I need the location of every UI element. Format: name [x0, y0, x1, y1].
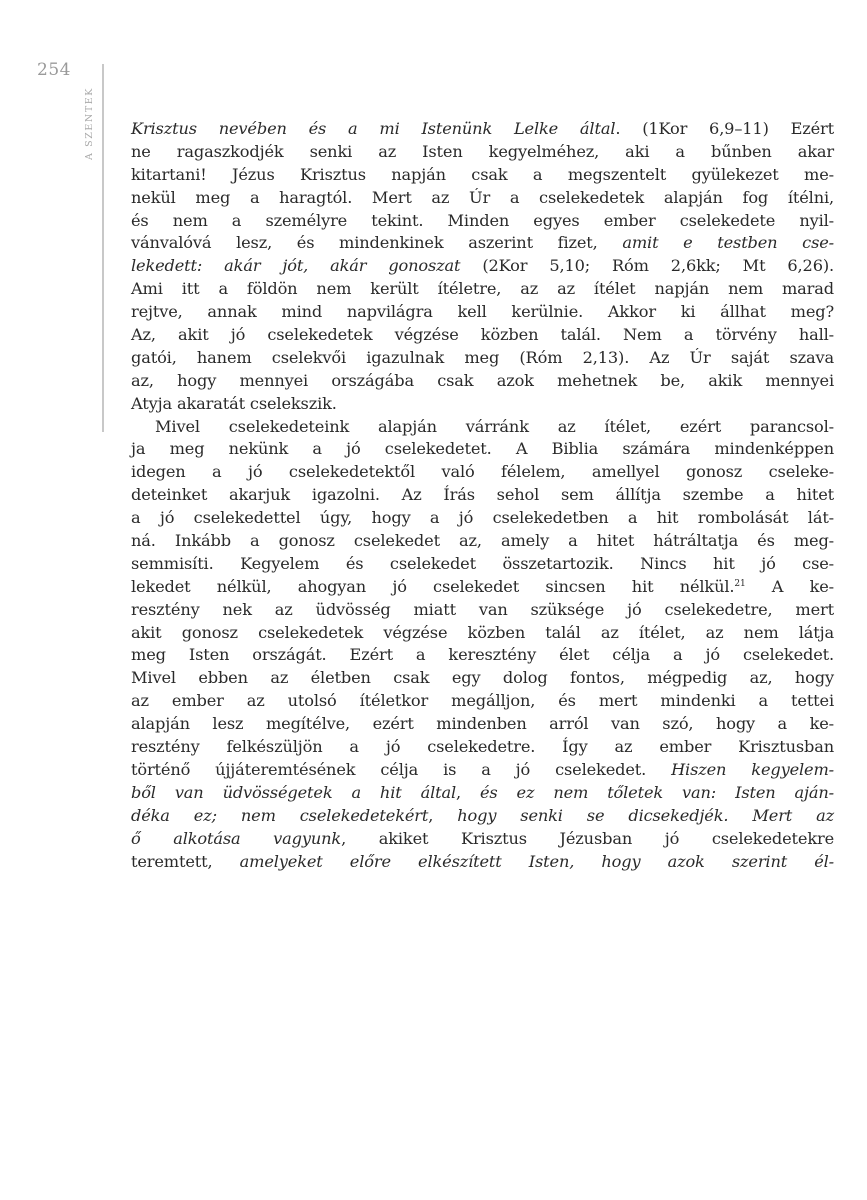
italic-quote: hogy senki se dicsekedjék. Mert az	[457, 805, 834, 825]
text-line	[131, 667, 834, 690]
text-run: semmisíti. Kegyelem és cselekedet összetartozik. Nincs hit jó cse-	[131, 553, 834, 573]
text-line	[131, 301, 834, 324]
text-run: az ember az utolsó ítéletkor megálljon, és mert mindenki a tettei	[131, 691, 834, 711]
italic-quote: déka ez; nem cselekedetekért	[131, 805, 429, 825]
text-run: meg Isten országát. Ezért a keresztény élet célja a jó cselekedet.	[131, 645, 834, 665]
text-line	[131, 576, 834, 599]
margin-rule	[102, 64, 104, 432]
text-line	[131, 713, 834, 736]
body-text	[131, 118, 834, 873]
text-line	[131, 622, 834, 645]
text-run: Ami itt a földön nem került ítéletre, az az ítélet napján nem marad	[131, 279, 834, 299]
text-run: ja meg nekünk a jó cselekedetet. A Biblia számára mindenképpen	[131, 439, 834, 459]
text-line	[131, 461, 834, 484]
text-run: kitartani! Jézus Krisztus napján csak a megszentelt gyülekezet me-	[131, 164, 834, 184]
italic-quote: Krisztus nevében és a mi Istenünk Lelke által	[131, 119, 616, 138]
text-line	[131, 690, 834, 713]
italic-quote: Hiszen kegyelem-	[671, 759, 834, 779]
text-line	[131, 805, 834, 828]
text-line	[131, 530, 834, 553]
text-run: akit gonosz cselekedetek végzése közben talál az ítélet, az nem látja	[131, 622, 834, 642]
text-run: resztény nek az üdvösség miatt van szüksége jó cselekedetre, mert	[131, 599, 834, 619]
italic-quote: amit e testben cse-	[622, 233, 834, 253]
text-run: A ke-	[745, 576, 834, 596]
text-run: Mivel cselekedeteink alapján várránk az ítélet, ezért parancsol-	[155, 416, 834, 436]
text-run: vánvalóvá lesz, és mindenkinek aszerint fizet,	[131, 233, 623, 253]
running-head: A SZENTEK	[84, 86, 95, 160]
text-line	[131, 828, 834, 851]
text-run: Mivel ebben az életben csak egy dolog fontos, mégpedig az, hogy	[131, 668, 834, 688]
text-run: ,	[428, 805, 458, 825]
text-run: resztény felkészüljön a jó cselekedetre. Így az ember Krisztusban	[131, 737, 834, 757]
text-run: ná. Inkább a gonosz cselekedet az, amely a hitet hátráltatja és meg-	[131, 531, 834, 551]
italic-quote: és ez nem tőletek van: Isten aján-	[479, 782, 834, 802]
text-line	[131, 416, 834, 439]
text-run: , akiket Krisztus Jézusban jó cselekedetekre	[341, 828, 835, 848]
text-run: (2Kor 5,10; Róm 2,6kk; Mt 6,26).	[460, 256, 835, 276]
italic-quote: ből van üdvösségetek a hit által	[131, 782, 456, 802]
text-line	[131, 324, 834, 347]
footnote-ref[interactable]: 21	[734, 578, 746, 589]
text-run: Atyja akaratát cselekszik.	[131, 393, 337, 413]
text-run: idegen a jó cselekedetektől való félelem, amellyel gonosz cseleke-	[131, 462, 834, 482]
text-line	[131, 232, 834, 255]
text-run: gatói, hanem cselekvői igazulnak meg (Róm 2,13). Az Úr saját szava	[131, 347, 834, 367]
text-run: és nem a személyre tekint. Minden egyes ember cselekedete nyil-	[131, 210, 834, 230]
text-line	[131, 759, 834, 782]
text-line	[131, 782, 834, 805]
text-run: ,	[455, 782, 480, 802]
text-line	[131, 484, 834, 507]
text-line	[131, 370, 834, 393]
text-run: . (1Kor 6,9–11) Ezért	[615, 119, 834, 138]
text-run: alapján lesz megítélve, ezért mindenben arról van szó, hogy a ke-	[131, 714, 834, 734]
text-line	[131, 347, 834, 370]
text-run: Az, akit jó cselekedetek végzése közben talál. Nem a törvény hall-	[131, 325, 834, 345]
italic-quote: amelyeket előre elkészített Isten, hogy azok szerint él-	[239, 851, 834, 871]
text-line	[131, 553, 834, 576]
italic-quote: lekedett: akár jót, akár gonoszat	[131, 256, 461, 276]
text-run: deteinket akarjuk igazolni. Az Írás sehol sem állítja szembe a hitet	[131, 485, 834, 505]
text-line	[131, 141, 834, 164]
text-line	[131, 599, 834, 622]
text-run: történő újjáteremtésének célja is a jó cselekedet.	[131, 759, 672, 779]
text-line	[131, 255, 834, 278]
text-line	[131, 187, 834, 210]
text-line	[131, 736, 834, 759]
text-run: lekedet nélkül, ahogyan jó cselekedet sincsen hit nélkül.	[131, 576, 735, 596]
text-run: nekül meg a haragtól. Mert az Úr a cselekedetek alapján fog ítélni,	[131, 187, 834, 207]
italic-quote: ő alkotása vagyunk	[131, 828, 342, 848]
text-run: teremtett,	[131, 851, 240, 871]
text-line	[131, 118, 834, 141]
text-line	[131, 164, 834, 187]
page-number: 254	[37, 60, 71, 80]
text-line	[131, 210, 834, 233]
text-run: ne ragaszkodjék senki az Isten kegyelméhez, aki a bűnben akar	[131, 141, 834, 161]
text-run: rejtve, annak mind napvilágra kell kerülnie. Akkor ki állhat meg?	[131, 302, 834, 322]
text-line	[131, 507, 834, 530]
text-line	[131, 851, 834, 874]
text-line	[131, 644, 834, 667]
text-line	[131, 438, 834, 461]
text-line	[131, 278, 834, 301]
text-run: a jó cselekedettel úgy, hogy a jó cselekedetben a hit rombolását lát-	[131, 508, 834, 528]
text-line	[131, 393, 834, 416]
text-run: az, hogy mennyei országába csak azok mehetnek be, akik mennyei	[131, 370, 834, 390]
